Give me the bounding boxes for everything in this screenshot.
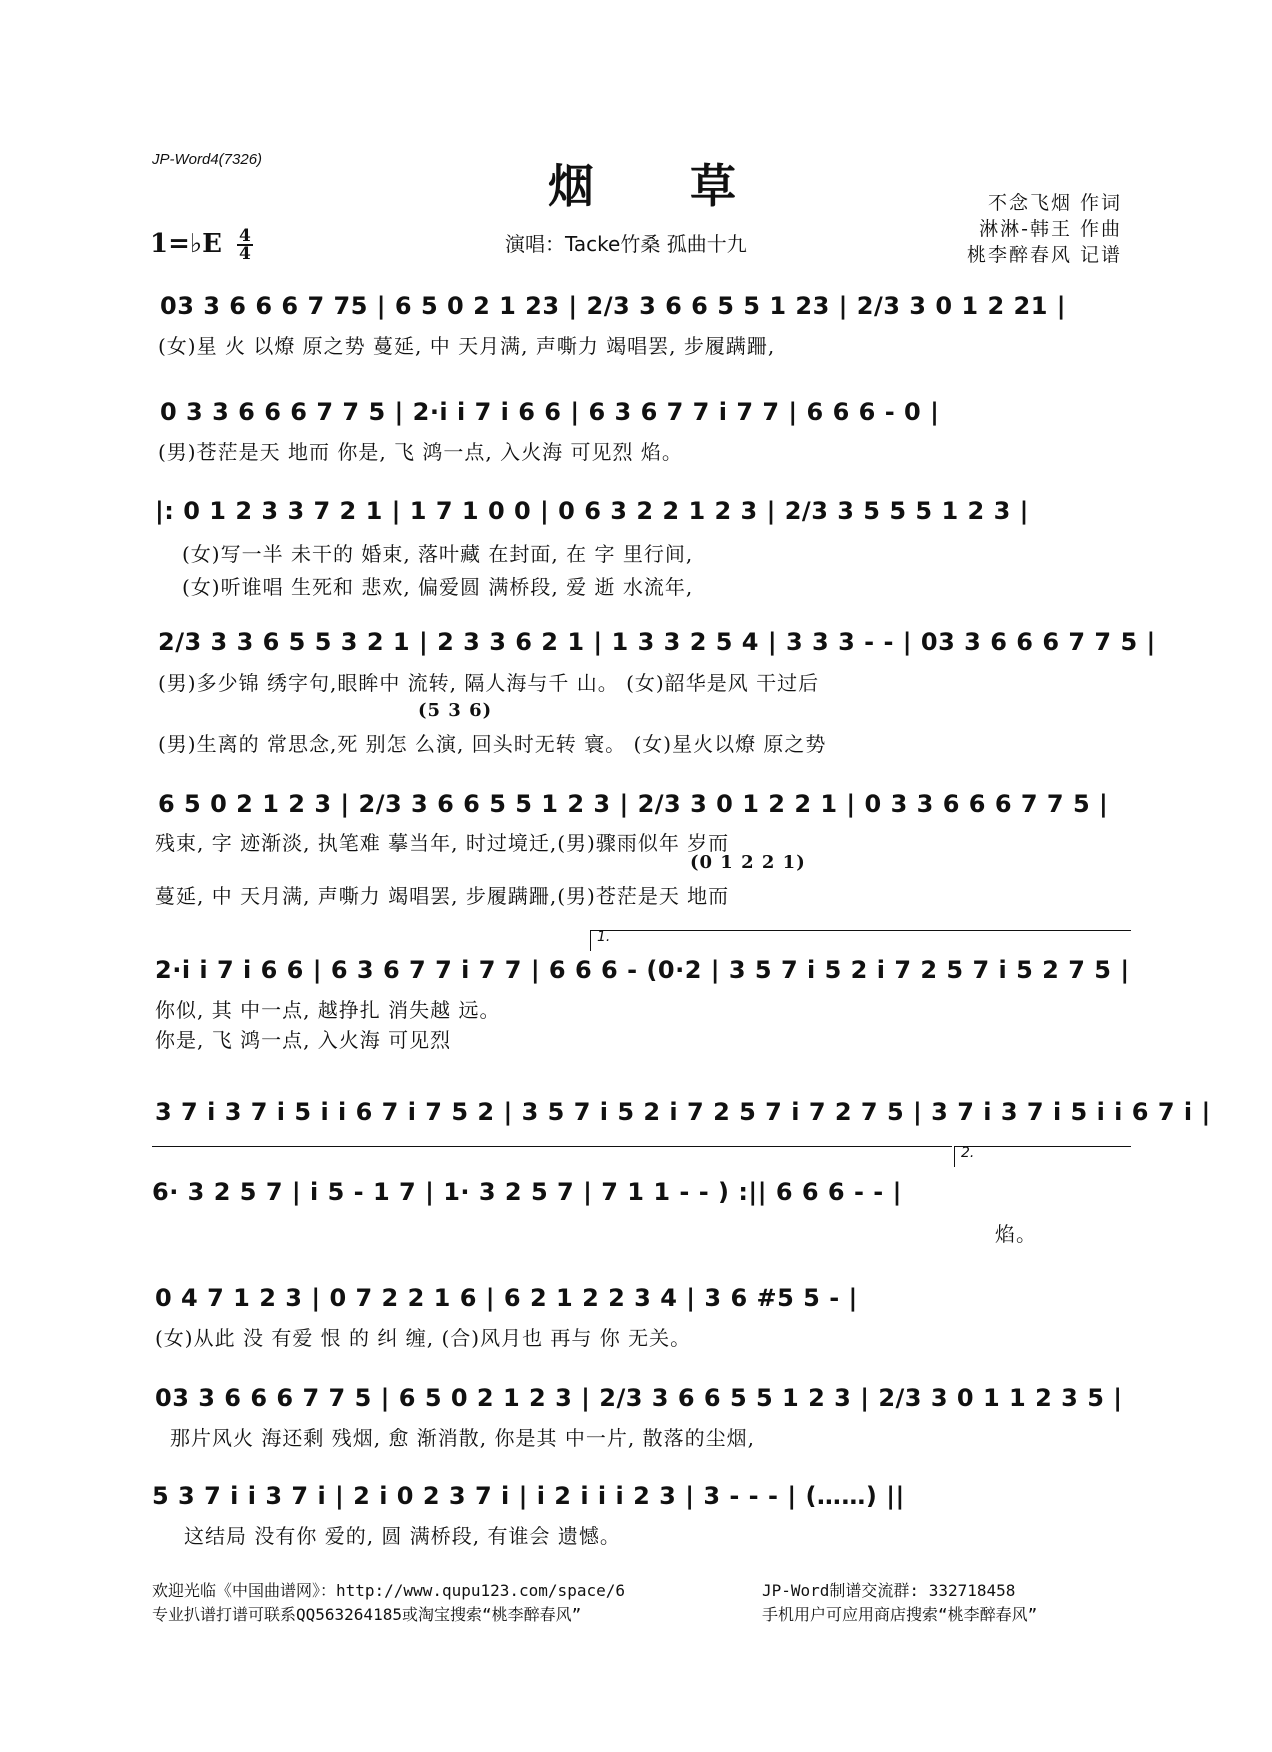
notation-line: 2/3 3 3 6 5 5 3 2 1 | 2 3 3 6 2 1 | 1 3 3 2 5 4 | 3 3 3 - - | 03 3 6 6 6 7 7 5 | [158,628,1156,656]
notation-line: 5 3 7 i i 3 7 i | 2 i 0 2 3 7 i | i 2 i i i 2 3 | 3 - - - | (……) || [152,1482,905,1510]
notation-line: 6· 3 2 5 7 | i 5 - 1 7 | 1· 3 2 5 7 | 7 1 1 - - ) :|| 6 6 6 - - | [152,1178,902,1206]
notation-line: 03 3 6 6 6 7 7 5 | 6 5 0 2 1 2 3 | 2/3 3 6 6 5 5 1 2 3 | 2/3 3 0 1 1 2 3 5 | [155,1384,1123,1412]
notation-line: 0 4 7 1 2 3 | 0 7 2 2 1 6 | 6 2 1 2 2 3 4 | 3 6 #5 5 - | [155,1284,858,1312]
lyricist-credit: 不念飞烟 作词 [987,192,1122,214]
notation-line: 0 3 3 6 6 6 7 7 5 | 2·i i 7 i 6 6 | 6 3 6 7 7 i 7 7 | 6 6 6 - 0 | [160,398,940,426]
lyric-line: 残束, 字 迹渐淡, 执笔难 摹当年, 时过境迁,(男)骤雨似年 岁而 [155,831,730,855]
volta-number: 1. [597,929,611,945]
singer-line: 演唱：Tacke竹桑 孤曲十九 [505,232,747,256]
lyric-line: (女)写一半 未干的 婚束, 落叶藏 在封面, 在 字 里行间, [182,542,694,566]
song-title: 烟 草 [548,159,777,213]
footer-contact: 专业扒谱打谱可联系QQ563264185或淘宝搜索“桃李醉春风” [152,1605,582,1624]
volta-bracket-2 [954,1146,1131,1167]
source-label: JP-Word4(7326) [152,151,263,168]
lyric-line: 那片风火 海还剩 残烟, 愈 渐消散, 你是其 中一片, 散落的尘烟, [170,1426,755,1450]
alt-notes: (0 1 2 2 1) [690,852,806,873]
lyric-line: 这结局 没有你 爱的, 圆 满桥段, 有谁会 遗憾。 [184,1524,621,1548]
lyric-line: 你似, 其 中一点, 越挣扎 消失越 远。 [155,998,501,1022]
notation-line: 6 5 0 2 1 2 3 | 2/3 3 6 6 5 5 1 2 3 | 2/3 3 0 1 2 2 1 | 0 3 3 6 6 6 7 7 5 | [158,790,1109,818]
lyric-line: (男)苍茫是天 地而 你是, 飞 鸿一点, 入火海 可见烈 焰。 [158,440,683,464]
footer-app: 手机用户可应用商店搜索“桃李醉春风” [762,1605,1038,1624]
notation-line: 3 7 i 3 7 i 5 i i 6 7 i 7 5 2 | 3 5 7 i 5 2 i 7 2 5 7 i 7 2 7 5 | 3 7 i 3 7 i 5 i i 6 7 i | [155,1098,1211,1126]
lyric-line: 你是, 飞 鸿一点, 入火海 可见烈 [155,1028,452,1052]
time-top: 4 [239,226,251,246]
alt-notes: (5 3 6) [418,700,493,721]
footer-website: 欢迎光临《中国曲谱网》：http://www.qupu123.com/space/6 [152,1581,625,1600]
lyric-line: (男)生离的 常思念,死 别怎 么演, 回头时无转 寰。 (女)星火以燎 原之势 [158,732,827,756]
lyric-line: (男)多少锦 绣字句,眼眸中 流转, 隔人海与千 山。 (女)韶华是风 干过后 [158,671,820,695]
notation-line: |: 0 1 2 3 3 7 2 1 | 1 7 1 0 0 | 0 6 3 2 2 1 2 3 | 2/3 3 5 5 5 1 2 3 | [155,497,1029,525]
key-label: 1=♭E [150,229,222,259]
composer-credit: 淋淋-韩王 作曲 [979,218,1122,240]
footer-group: JP-Word制谱交流群: 332718458 [762,1581,1016,1600]
lyric-line: 蔓延, 中 天月满, 声嘶力 竭唱罢, 步履蹒跚,(男)苍茫是天 地而 [155,884,730,908]
volta-line-1 [152,1146,952,1167]
time-bottom: 4 [239,244,251,264]
notation-line: 2·i i 7 i 6 6 | 6 3 6 7 7 i 7 7 | 6 6 6 - (0·2 | 3 5 7 i 5 2 i 7 2 5 7 i 5 2 7 5 | [155,956,1130,984]
lyric-line: 焰。 [995,1222,1037,1246]
volta-number: 2. [961,1145,975,1161]
volta-bracket-1 [590,930,1131,951]
key-signature [150,228,253,262]
time-signature [237,228,253,262]
lyric-line: (女)听谁唱 生死和 悲欢, 偏爱圆 满桥段, 爱 逝 水流年, [182,575,694,599]
notation-line: 03 3 6 6 6 7 75 | 6 5 0 2 1 23 | 2/3 3 6 6 5 5 1 23 | 2/3 3 0 1 2 21 | [160,292,1067,320]
lyric-line: (女)星 火 以燎 原之势 蔓延, 中 天月满, 声嘶力 竭唱罢, 步履蹒跚, [158,334,776,358]
transcriber-credit: 桃李醉春风 记谱 [966,244,1122,266]
lyric-line: (女)从此 没 有爱 恨 的 纠 缠, (合)风月也 再与 你 无关。 [155,1326,692,1350]
